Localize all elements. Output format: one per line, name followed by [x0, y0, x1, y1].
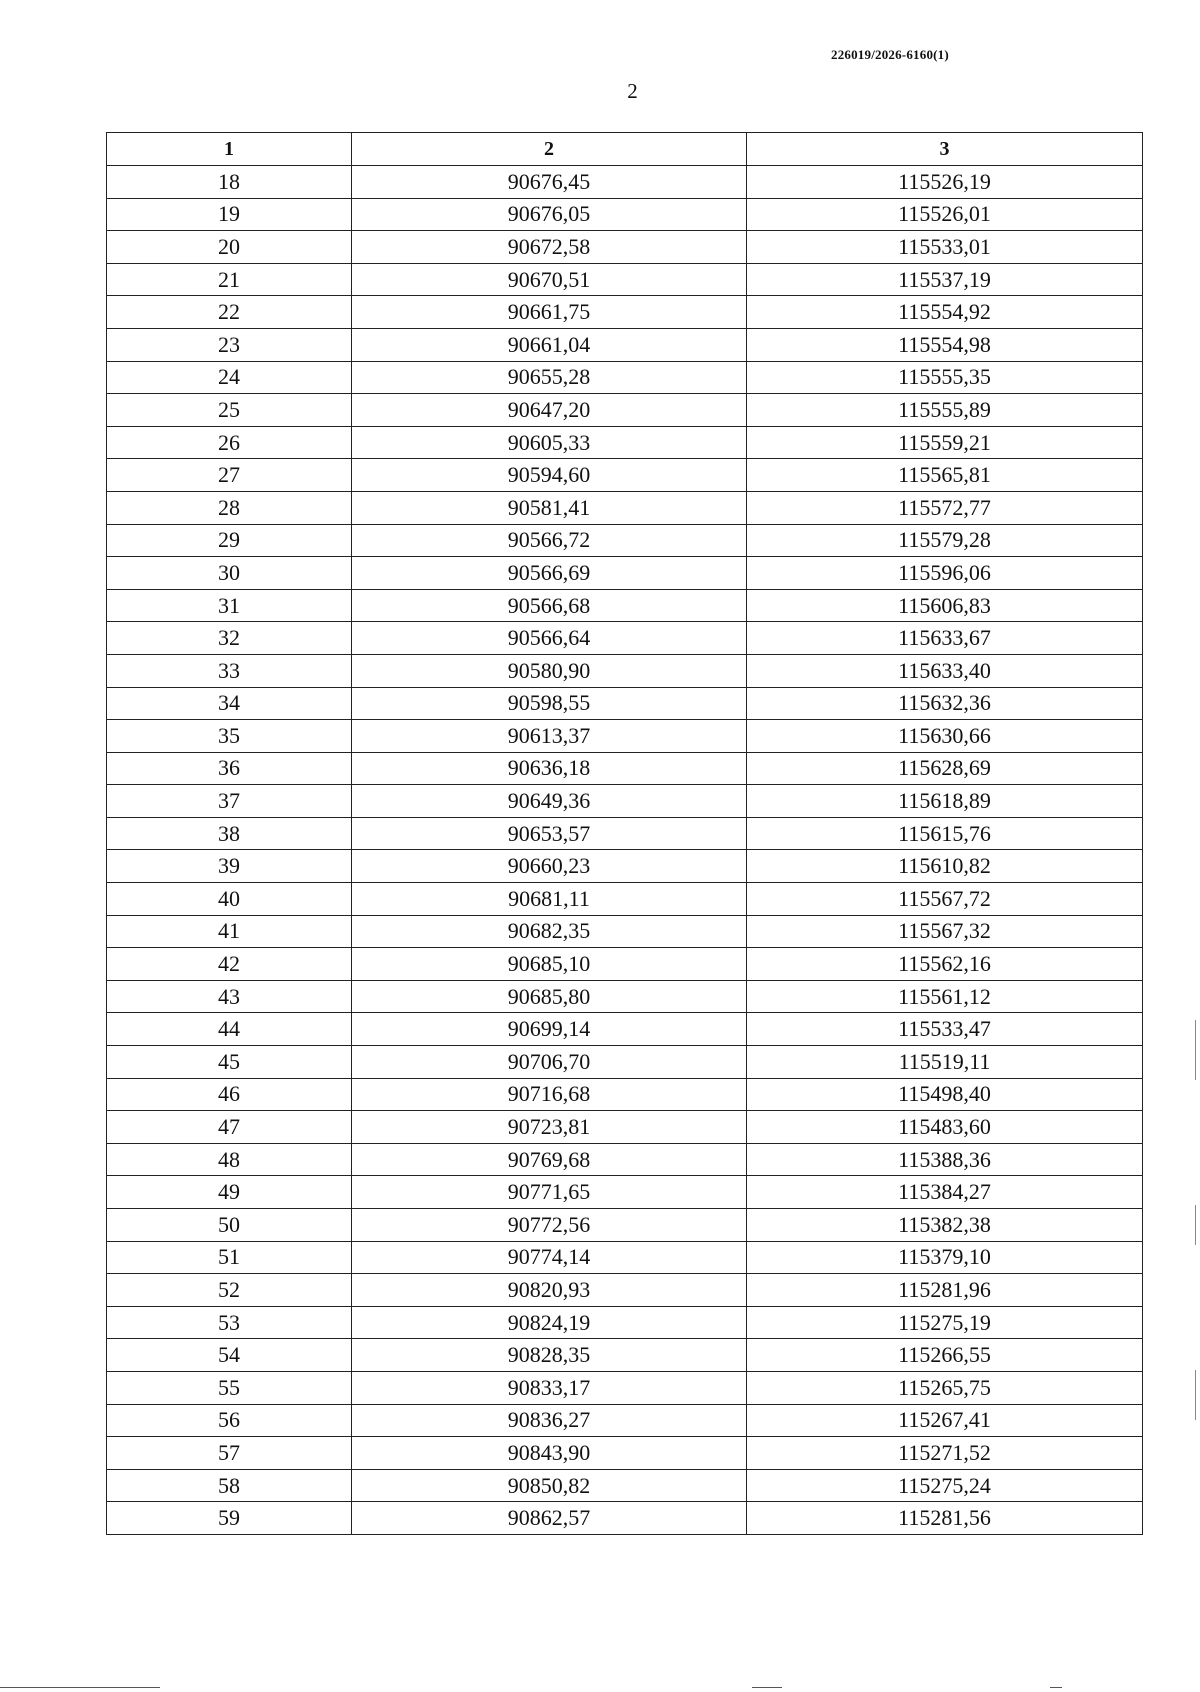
table-row: [107, 231, 1143, 264]
y-coordinate-cell: 115561,12: [747, 980, 1143, 1013]
y-coordinate-cell: 115265,75: [747, 1371, 1143, 1404]
x-coordinate-cell: 90681,11: [352, 883, 747, 916]
table-row: [107, 1046, 1143, 1079]
y-coordinate-cell: 115606,83: [747, 589, 1143, 622]
y-coordinate-cell: 115266,55: [747, 1339, 1143, 1372]
x-coordinate-cell: 90769,68: [352, 1143, 747, 1176]
y-coordinate-cell: 115567,32: [747, 915, 1143, 948]
point-number-cell: 55: [107, 1371, 352, 1404]
y-coordinate-cell: 115267,41: [747, 1404, 1143, 1437]
x-coordinate-cell: 90581,41: [352, 491, 747, 524]
x-coordinate-cell: 90653,57: [352, 817, 747, 850]
column-header-2: 2: [352, 133, 747, 166]
scan-edge-mark: [1195, 1020, 1196, 1080]
y-coordinate-cell: 115271,52: [747, 1437, 1143, 1470]
table-row: [107, 1437, 1143, 1470]
x-coordinate-cell: 90580,90: [352, 654, 747, 687]
point-number-cell: 35: [107, 720, 352, 753]
point-number-cell: 58: [107, 1469, 352, 1502]
point-number-cell: 43: [107, 980, 352, 1013]
point-number-cell: 22: [107, 296, 352, 329]
y-coordinate-cell: 115565,81: [747, 459, 1143, 492]
y-coordinate-cell: 115275,19: [747, 1306, 1143, 1339]
point-number-cell: 40: [107, 883, 352, 916]
table-row: [107, 817, 1143, 850]
scan-artifact-line: [1050, 1687, 1062, 1688]
y-coordinate-cell: 115554,92: [747, 296, 1143, 329]
y-coordinate-cell: 115533,47: [747, 1013, 1143, 1046]
x-coordinate-cell: 90598,55: [352, 687, 747, 720]
y-coordinate-cell: 115526,01: [747, 198, 1143, 231]
table-row: [107, 883, 1143, 916]
table-row: [107, 850, 1143, 883]
table-row: [107, 426, 1143, 459]
y-coordinate-cell: 115554,98: [747, 328, 1143, 361]
table-row: [107, 654, 1143, 687]
y-coordinate-cell: 115483,60: [747, 1111, 1143, 1144]
y-coordinate-cell: 115579,28: [747, 524, 1143, 557]
document-reference: 226019/2026-6160(1): [831, 47, 949, 62]
table-row: [107, 1013, 1143, 1046]
table-row: [107, 1078, 1143, 1111]
point-number-cell: 18: [107, 166, 352, 199]
scan-edge-mark: [1195, 1370, 1196, 1420]
point-number-cell: 44: [107, 1013, 352, 1046]
x-coordinate-cell: 90772,56: [352, 1209, 747, 1242]
x-coordinate-cell: 90716,68: [352, 1078, 747, 1111]
point-number-cell: 34: [107, 687, 352, 720]
page-number: 2: [627, 79, 638, 103]
x-coordinate-cell: 90682,35: [352, 915, 747, 948]
point-number-cell: 28: [107, 491, 352, 524]
table-row: [107, 361, 1143, 394]
y-coordinate-cell: 115555,35: [747, 361, 1143, 394]
x-coordinate-cell: 90566,69: [352, 557, 747, 590]
x-coordinate-cell: 90706,70: [352, 1046, 747, 1079]
x-coordinate-cell: 90660,23: [352, 850, 747, 883]
table-row: [107, 980, 1143, 1013]
table-row: [107, 394, 1143, 427]
point-number-cell: 57: [107, 1437, 352, 1470]
x-coordinate-cell: 90566,72: [352, 524, 747, 557]
point-number-cell: 45: [107, 1046, 352, 1079]
table-row: [107, 948, 1143, 981]
x-coordinate-cell: 90676,45: [352, 166, 747, 199]
point-number-cell: 52: [107, 1274, 352, 1307]
table-row: [107, 1339, 1143, 1372]
point-number-cell: 30: [107, 557, 352, 590]
table-row: [107, 491, 1143, 524]
table-row: [107, 1469, 1143, 1502]
point-number-cell: 54: [107, 1339, 352, 1372]
point-number-cell: 20: [107, 231, 352, 264]
table-row: [107, 328, 1143, 361]
point-number-cell: 38: [107, 817, 352, 850]
scan-edge-mark: [1195, 1205, 1196, 1245]
x-coordinate-cell: 90723,81: [352, 1111, 747, 1144]
y-coordinate-cell: 115633,67: [747, 622, 1143, 655]
table-row: [107, 1241, 1143, 1274]
x-coordinate-cell: 90672,58: [352, 231, 747, 264]
y-coordinate-cell: 115498,40: [747, 1078, 1143, 1111]
x-coordinate-cell: 90774,14: [352, 1241, 747, 1274]
column-header-1: 1: [107, 133, 352, 166]
table-row: [107, 296, 1143, 329]
point-number-cell: 50: [107, 1209, 352, 1242]
x-coordinate-cell: 90828,35: [352, 1339, 747, 1372]
x-coordinate-cell: 90636,18: [352, 752, 747, 785]
table-row: [107, 459, 1143, 492]
y-coordinate-cell: 115562,16: [747, 948, 1143, 981]
table-row: [107, 557, 1143, 590]
x-coordinate-cell: 90594,60: [352, 459, 747, 492]
point-number-cell: 23: [107, 328, 352, 361]
point-number-cell: 31: [107, 589, 352, 622]
point-number-cell: 33: [107, 654, 352, 687]
column-header-3: 3: [747, 133, 1143, 166]
x-coordinate-cell: 90566,68: [352, 589, 747, 622]
table-row: [107, 1209, 1143, 1242]
x-coordinate-cell: 90566,64: [352, 622, 747, 655]
y-coordinate-cell: 115384,27: [747, 1176, 1143, 1209]
y-coordinate-cell: 115567,72: [747, 883, 1143, 916]
point-number-cell: 48: [107, 1143, 352, 1176]
table-row: [107, 752, 1143, 785]
y-coordinate-cell: 115628,69: [747, 752, 1143, 785]
x-coordinate-cell: 90676,05: [352, 198, 747, 231]
point-number-cell: 53: [107, 1306, 352, 1339]
y-coordinate-cell: 115596,06: [747, 557, 1143, 590]
y-coordinate-cell: 115379,10: [747, 1241, 1143, 1274]
table-row: [107, 785, 1143, 818]
y-coordinate-cell: 115610,82: [747, 850, 1143, 883]
table-row: [107, 1274, 1143, 1307]
y-coordinate-cell: 115633,40: [747, 654, 1143, 687]
table-row: [107, 1306, 1143, 1339]
y-coordinate-cell: 115275,24: [747, 1469, 1143, 1502]
point-number-cell: 37: [107, 785, 352, 818]
x-coordinate-cell: 90833,17: [352, 1371, 747, 1404]
point-number-cell: 29: [107, 524, 352, 557]
y-coordinate-cell: 115388,36: [747, 1143, 1143, 1176]
table-row: [107, 1176, 1143, 1209]
y-coordinate-cell: 115559,21: [747, 426, 1143, 459]
coordinates-table: [106, 132, 1143, 1535]
point-number-cell: 46: [107, 1078, 352, 1111]
y-coordinate-cell: 115618,89: [747, 785, 1143, 818]
y-coordinate-cell: 115519,11: [747, 1046, 1143, 1079]
point-number-cell: 56: [107, 1404, 352, 1437]
point-number-cell: 25: [107, 394, 352, 427]
y-coordinate-cell: 115572,77: [747, 491, 1143, 524]
table-row: [107, 720, 1143, 753]
table-row: [107, 915, 1143, 948]
x-coordinate-cell: 90850,82: [352, 1469, 747, 1502]
y-coordinate-cell: 115533,01: [747, 231, 1143, 264]
point-number-cell: 59: [107, 1502, 352, 1535]
x-coordinate-cell: 90771,65: [352, 1176, 747, 1209]
x-coordinate-cell: 90661,75: [352, 296, 747, 329]
y-coordinate-cell: 115615,76: [747, 817, 1143, 850]
point-number-cell: 47: [107, 1111, 352, 1144]
x-coordinate-cell: 90670,51: [352, 263, 747, 296]
point-number-cell: 32: [107, 622, 352, 655]
point-number-cell: 36: [107, 752, 352, 785]
y-coordinate-cell: 115630,66: [747, 720, 1143, 753]
x-coordinate-cell: 90836,27: [352, 1404, 747, 1437]
y-coordinate-cell: 115632,36: [747, 687, 1143, 720]
point-number-cell: 21: [107, 263, 352, 296]
x-coordinate-cell: 90613,37: [352, 720, 747, 753]
table-row: [107, 198, 1143, 231]
point-number-cell: 24: [107, 361, 352, 394]
y-coordinate-cell: 115555,89: [747, 394, 1143, 427]
point-number-cell: 26: [107, 426, 352, 459]
x-coordinate-cell: 90685,10: [352, 948, 747, 981]
table-row: [107, 524, 1143, 557]
point-number-cell: 49: [107, 1176, 352, 1209]
x-coordinate-cell: 90824,19: [352, 1306, 747, 1339]
y-coordinate-cell: 115281,96: [747, 1274, 1143, 1307]
point-number-cell: 42: [107, 948, 352, 981]
table-row: [107, 589, 1143, 622]
point-number-cell: 41: [107, 915, 352, 948]
table-row: [107, 1404, 1143, 1437]
table-row: [107, 622, 1143, 655]
y-coordinate-cell: 115537,19: [747, 263, 1143, 296]
y-coordinate-cell: 115526,19: [747, 166, 1143, 199]
x-coordinate-cell: 90647,20: [352, 394, 747, 427]
table-body: [107, 166, 1143, 1535]
table-row: [107, 1371, 1143, 1404]
table-row: [107, 1502, 1143, 1535]
table-row: [107, 263, 1143, 296]
y-coordinate-cell: 115382,38: [747, 1209, 1143, 1242]
table-row: [107, 687, 1143, 720]
x-coordinate-cell: 90655,28: [352, 361, 747, 394]
table-row: [107, 166, 1143, 199]
table-row: [107, 1143, 1143, 1176]
x-coordinate-cell: 90862,57: [352, 1502, 747, 1535]
x-coordinate-cell: 90605,33: [352, 426, 747, 459]
x-coordinate-cell: 90685,80: [352, 980, 747, 1013]
point-number-cell: 19: [107, 198, 352, 231]
scan-artifact-line: [0, 1687, 160, 1688]
y-coordinate-cell: 115281,56: [747, 1502, 1143, 1535]
point-number-cell: 51: [107, 1241, 352, 1274]
x-coordinate-cell: 90649,36: [352, 785, 747, 818]
point-number-cell: 27: [107, 459, 352, 492]
table-row: [107, 1111, 1143, 1144]
table-header-row: [107, 133, 1143, 166]
scan-artifact-line: [752, 1687, 782, 1688]
x-coordinate-cell: 90820,93: [352, 1274, 747, 1307]
point-number-cell: 39: [107, 850, 352, 883]
x-coordinate-cell: 90699,14: [352, 1013, 747, 1046]
x-coordinate-cell: 90843,90: [352, 1437, 747, 1470]
x-coordinate-cell: 90661,04: [352, 328, 747, 361]
